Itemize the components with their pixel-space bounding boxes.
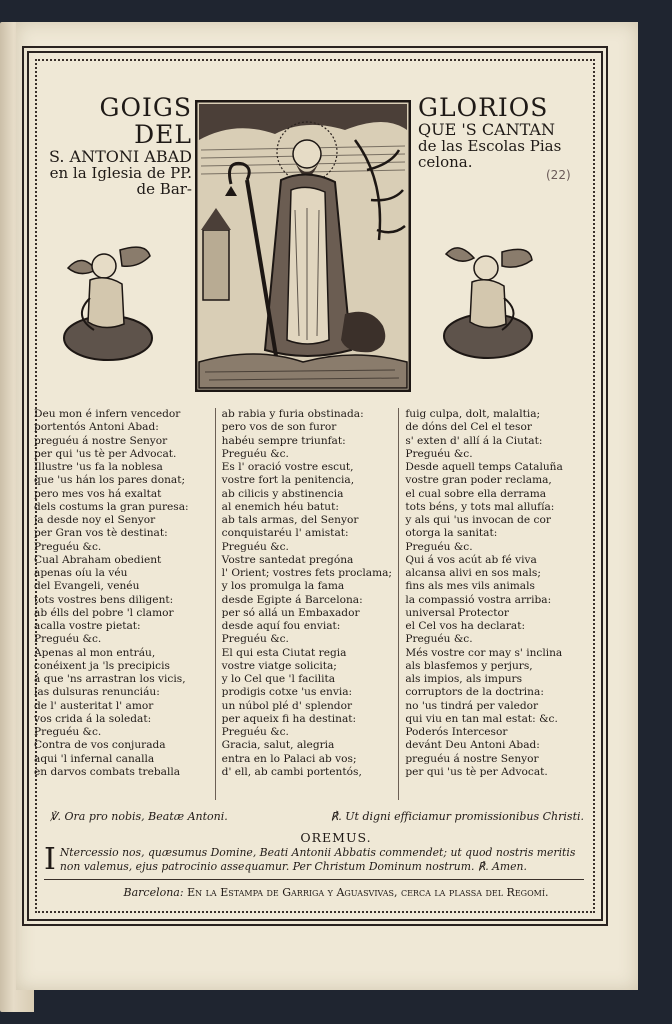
verse-line: prodigis cotxe 'us envia: (221, 686, 353, 699)
verse-line: universal Protector (405, 606, 509, 619)
verse-line: Preguéu &c. (221, 633, 289, 646)
verse-line: devánt Deu Antoni Abad: (405, 739, 540, 752)
verse-line: habéu sempre triunfat: (221, 434, 346, 447)
title-left-line2: S. ANTONI ABAD (48, 147, 192, 166)
verse-line: ja desde noy el Senyor (34, 514, 156, 526)
title-right (418, 94, 578, 171)
title-right-line4: celona. (418, 153, 473, 172)
title-left-line4: de Bar- (136, 180, 192, 199)
verse-line: otorga la sanitat: (405, 527, 498, 540)
verse-line: ab cilicis y abstinencia (221, 487, 344, 500)
verse-line: preguéu á nostre Senyor (34, 434, 168, 447)
verse-line: vostre fort la penitencia, (221, 474, 355, 487)
verse-line: al enemich héu batut: (221, 500, 339, 513)
verse-line: que 'us hán los pares donat; (34, 474, 186, 487)
verse-line: Preguéu &c. (221, 447, 289, 460)
verse-line: apenas oíu la véu (34, 567, 128, 579)
verse-line: desde Egipte á Barcelona: (221, 593, 363, 606)
title-right-line2: QUE 'S CANTAN (418, 120, 555, 139)
verse-line: aqui 'l infernal canalla (34, 752, 155, 765)
verse-line: desde aquí fou enviat: (221, 620, 341, 632)
verse-line: Preguéu &c. (405, 540, 473, 553)
verse-line: preguéu á nostre Senyor (405, 752, 539, 765)
verse-line: Preguéu &c. (405, 447, 473, 460)
verse-line: vos crida á la soledat: (34, 712, 152, 725)
versicle-row (50, 810, 584, 823)
verse-line: Preguéu &c. (34, 540, 102, 553)
title-left-line1: GOIGS DEL (99, 93, 192, 149)
verse-line: entra en lo Palaci ab vos; (221, 752, 357, 765)
verse-line: tots vostres bens diligent: (34, 593, 174, 606)
verse-line: conquistaréu l' amistat: (221, 527, 349, 540)
verse-line: alcansa alivi en sos mals; (405, 567, 541, 579)
verse-line: Desde aquell temps Cataluña (405, 461, 563, 473)
imprint-rule (44, 879, 584, 880)
verse-line: per só allá un Embaxador (221, 606, 360, 619)
verse-line: el cual sobre ella derrama (405, 487, 547, 500)
verse-line: vostre gran poder reclama, (405, 474, 552, 487)
verse-line: Apenas al mon entráu, (34, 646, 156, 659)
prayer-text: Ntercessio nos, quæsumus Domine, Beati Antonii Abbatis commendet; ut quod nostris meritis non valemus, ejus patrocinio assequamur. Per Christum Dominum nostrum. ℟. Amen. (59, 846, 576, 873)
verse-line: Deu mon é infern vencedor (34, 408, 181, 420)
title-left-line3: en la Iglesia de PP. (49, 164, 192, 183)
verse-line: Preguéu &c. (221, 540, 289, 553)
title-right-line3: de las Escolas Pias (418, 137, 562, 156)
title-left (36, 94, 192, 198)
prayer-drop-cap: I (44, 842, 56, 877)
saint-anthony-woodcut (195, 100, 411, 392)
verse-line: de l' austeritat l' amor (34, 699, 154, 712)
verse-line: de dóns del Cel el tesor (405, 421, 532, 434)
verse-line: tots béns, y tots mal allufía: (405, 500, 555, 513)
verse-line: per qui 'us tè per Advocat. (405, 765, 548, 778)
verse-line: Cual Abraham obedient (34, 553, 162, 566)
verse-line: Vostre santedat pregóna (221, 553, 354, 566)
verse-line: per Gran vos tè destinat: (34, 527, 168, 540)
verse-line: Illustre 'us fa la noblesa (34, 461, 163, 473)
verse-line: conéixent ja 'ls precipicis (34, 659, 170, 672)
verse-line: Qui á vos acút ab fé viva (405, 553, 537, 566)
verse-line: pero mes vos há exaltat (34, 487, 162, 500)
verse-line: portentós Antoni Abad: (34, 421, 159, 434)
verse-line: acalla vostre pietat: (34, 620, 141, 632)
verse-line: El qui esta Ciutat regia (221, 646, 347, 659)
verse-line: per aqueix fi ha destinat: (221, 712, 357, 725)
verse-line: Més vostre cor may s' inclina (405, 646, 563, 659)
verse-line: y als qui 'us invocan de cor (405, 514, 551, 526)
verse-line: Contra de vos conjurada (34, 739, 166, 752)
verse-line: la compassió vostra arriba: (405, 593, 552, 606)
right-cherub-illustration (440, 238, 536, 364)
verse-line: Poderós Intercesor (405, 726, 508, 738)
verse-line: no 'us tindrá per valedor (405, 699, 539, 712)
verse-line: del Evangeli, venéu (34, 580, 140, 593)
verse-line: un núbol plé d' splendor (221, 699, 353, 712)
verse-line: fuig culpa, dolt, malaltia; (405, 408, 541, 420)
title-right-line1: GLORIOS (418, 93, 549, 122)
verse-line: vostre viatge solicita; (221, 659, 337, 672)
oremus-heading: OREMUS. (300, 830, 372, 845)
verse-line: ab élls del pobre 'l clamor (34, 606, 174, 619)
verse-line: pero vos de son furor (221, 421, 337, 434)
verse-line: ab rabia y furia obstinada: (221, 408, 364, 420)
verse-line: en darvos combats treballa (34, 765, 181, 778)
verse-line: el Cel vos ha declarat: (405, 620, 526, 632)
left-cherub-illustration (60, 238, 156, 364)
verse-line: per qui 'us tè per Advocat. (34, 447, 177, 460)
verse-line: y lo Cel que 'l facilita (221, 673, 336, 685)
verse-line: Preguéu &c. (221, 726, 289, 738)
verse-line: als blasfemos y perjurs, (405, 659, 533, 672)
verse-line: l' Orient; vostres fets proclama; (221, 567, 392, 579)
verse-line: Preguéu &c. (34, 726, 102, 738)
verse-line: dels costums la gran puresa: (34, 500, 189, 513)
verse-line: Es l' oració vostre escut, (221, 461, 354, 473)
versicle: ℣. Ora pro nobis, Beatæ Antoni. (50, 810, 228, 823)
verse-column-1 (34, 408, 215, 800)
verse-line: ab tals armas, del Senyor (221, 514, 359, 526)
imprint-city: Barcelona: (123, 886, 184, 899)
verse-line: á que 'ns arrastran los vicis, (34, 673, 186, 685)
catalog-number: (22) (546, 168, 571, 182)
verse-line: Gracia, salut, alegria (221, 739, 335, 752)
verse-line: corruptors de la doctrina: (405, 686, 544, 699)
verses-block (34, 408, 582, 800)
closing-prayer (44, 842, 584, 877)
imprint-text: En la Estampa de Garriga y Aguasvivas, cerca la plassa del Regomí. (187, 886, 549, 899)
verse-line: y los promulga la fama (221, 580, 345, 593)
verse-column-3 (398, 408, 582, 800)
imprint (0, 886, 672, 899)
response: ℟. Ut digni efficiamur promissionibus Christi. (330, 810, 584, 823)
verse-line: Preguéu &c. (405, 633, 473, 646)
verse-line: d' ell, ab cambi portentós, (221, 765, 362, 778)
verse-line: Preguéu &c. (34, 633, 102, 646)
verse-line: qui viu en tan mal estat: &c. (405, 712, 558, 725)
verse-column-2 (215, 408, 399, 800)
verse-line: als impios, als impurs (405, 673, 523, 685)
verse-line: las dulsuras renunciáu: (34, 686, 160, 699)
verse-line: fins als mes vils animals (405, 580, 535, 593)
verse-line: s' exten d' allí á la Ciutat: (405, 434, 543, 447)
